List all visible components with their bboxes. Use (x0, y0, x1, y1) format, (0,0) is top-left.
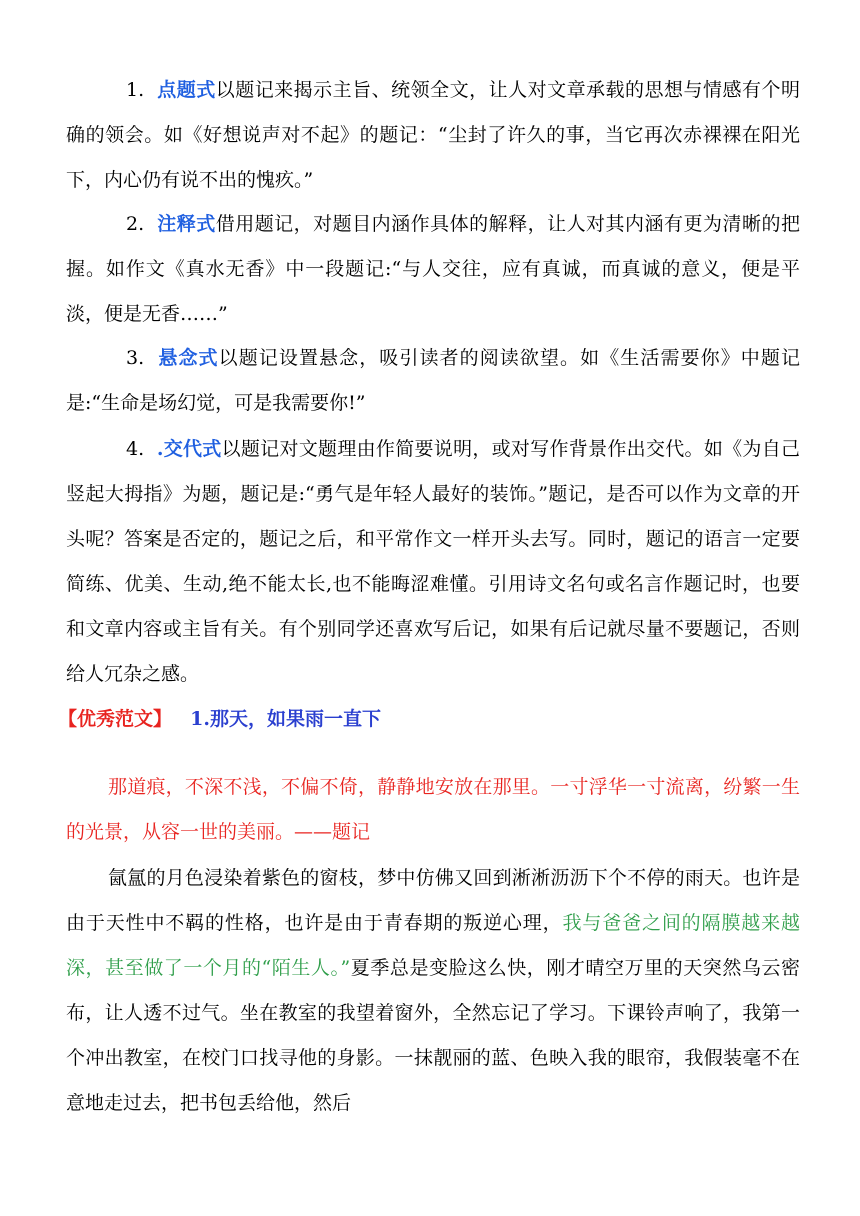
item-2-number: 2. (126, 213, 145, 235)
item-2-text: 借用题记，对题目内涵作具体的解释，让人对其内涵有更为清晰的把握。如作文《真水无香》中一段题记:“与人交往，应有真诚，而真诚的意义，便是平淡，便是无香……” (66, 213, 800, 325)
essay-title: 1.那天，如果雨一直下 (190, 708, 381, 730)
item-3-term: 悬念式 (158, 347, 219, 369)
section-heading (58, 697, 792, 742)
item-3 (66, 336, 800, 426)
body-part-2: 夏季总是变脸这么快，刚才晴空万里的天突然乌云密布，让人透不过气。坐在教室的我望着窗外，全然忘记了学习。下课铃声响了，我第一个冲出教室，在校门口找寻他的身影。一抹靓丽的蓝、色映入我的眼帘，我假装毫不在意地走过去，把书包丢给他，然后 (66, 957, 800, 1114)
item-2 (66, 202, 800, 337)
item-3-text: 以题记设置悬念，吸引读者的阅读欲望。如《生活需要你》中题记是:“生命是场幻觉，可是我需要你!” (66, 347, 800, 414)
body-highlight: 我与爸爸之间的隔膜越来越深，甚至做了一个月的“陌生人。” (66, 912, 800, 979)
item-4-term: .交代式 (156, 438, 222, 460)
item-4 (66, 427, 800, 697)
item-1 (66, 68, 800, 203)
item-1-term: 点题式 (157, 79, 216, 101)
item-2-term: 注释式 (157, 213, 216, 235)
item-1-number: 1. (126, 79, 145, 101)
item-3-number: 3. (126, 347, 145, 369)
item-4-text: 以题记对文题理由作简要说明，或对写作背景作出交代。如《为自己竖起大拇指》为题，题记是:“勇气是年轻人最好的装饰。”题记，是否可以作为文章的开头呢？答案是否定的，题记之后，和平常作文一样开头去写。同时，题记的语言一定要简练、优美、生动,绝不能太长,也不能晦涩难懂。引用诗文名句或名言作题记时，也要和文章内容或主旨有关。有个别同学还喜欢写后记，如果有后记就尽量不要题记，否则给人冗杂之感。 (66, 438, 800, 685)
essay-body (66, 856, 800, 1126)
item-4-number: 4. (126, 438, 145, 460)
section-label: 【优秀范文】 (58, 708, 173, 730)
epigraph: 那道痕，不深不浅，不偏不倚，静静地安放在那里。一寸浮华一寸流离，纷繁一生的光景，从容一世的美丽。——题记 (66, 776, 800, 843)
body-part-1: 氤氲的月色浸染着紫色的窗枝，梦中仿佛又回到淅淅沥沥下个不停的雨天。也许是由于天性中不羁的性格，也许是由于青春期的叛逆心理， (66, 867, 800, 934)
item-1-text: 以题记来揭示主旨、统领全文，让人对文章承载的思想与情感有个明确的领会。如《好想说声对不起》的题记：“尘封了许久的事，当它再次赤裸裸在阳光下，内心仍有说不出的愧疚。” (66, 79, 800, 191)
